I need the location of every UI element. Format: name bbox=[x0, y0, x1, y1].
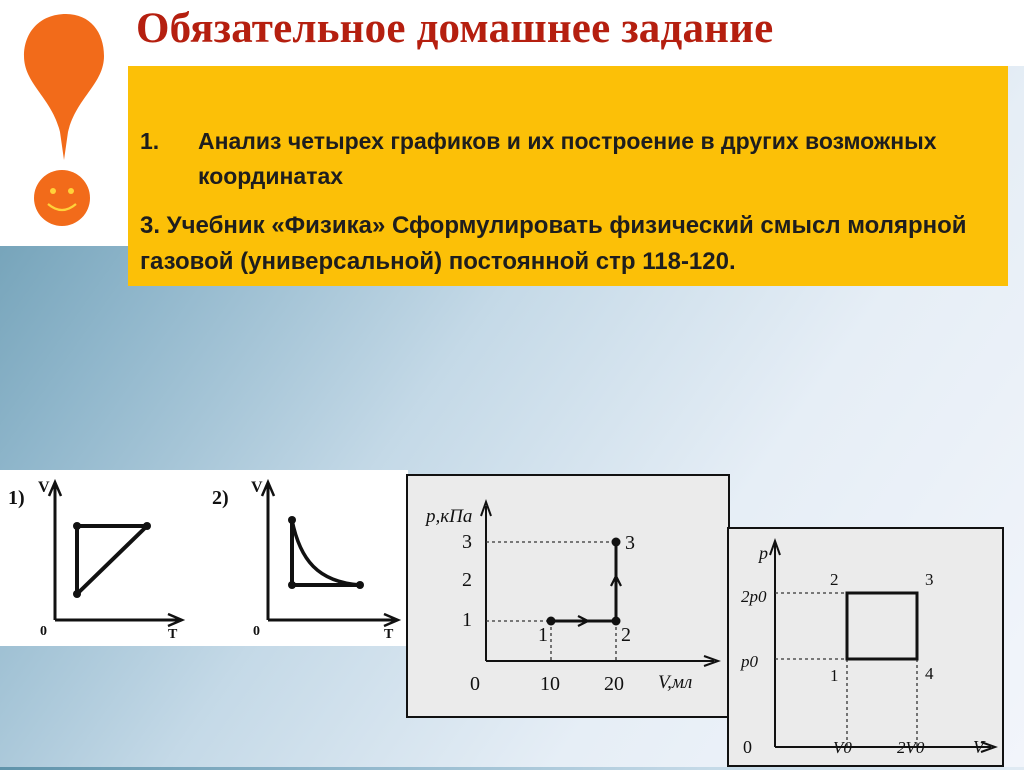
graph-1-x-axis: T bbox=[168, 627, 178, 642]
graph-4-x-tick-high: 2V0 bbox=[897, 738, 925, 757]
graph-2-label: 2) bbox=[212, 487, 229, 509]
graph-4-origin: 0 bbox=[743, 737, 752, 757]
graph-1 bbox=[8, 479, 182, 642]
task-item-3: 3. Учебник «Физика» Сформулировать физический смысл молярной газовой (универсальной) постоянной стр 118-120. bbox=[140, 212, 967, 275]
graph-2-origin: 0 bbox=[253, 624, 260, 639]
graph-1-origin: 0 bbox=[40, 624, 47, 639]
graph-3 bbox=[424, 502, 718, 695]
graph-3-point-1: 1 bbox=[538, 624, 548, 646]
graph-2 bbox=[212, 479, 398, 642]
graph-4-x-axis: V bbox=[973, 737, 984, 757]
graph-1-y-axis: V bbox=[38, 479, 50, 496]
graph-4-y-axis: p bbox=[759, 543, 768, 563]
graph-4-point-1: 1 bbox=[830, 666, 839, 685]
graph-3-y-tick-1: 1 bbox=[462, 609, 472, 631]
vt-graphs-panel bbox=[0, 470, 408, 646]
graph-3-origin: 0 bbox=[470, 673, 480, 695]
graph-4-y-tick-low: p0 bbox=[741, 652, 758, 671]
graph-4-point-4: 4 bbox=[925, 664, 934, 683]
page-title: Обязательное домашнее задание bbox=[136, 5, 774, 52]
pv-graph-panel-1 bbox=[406, 474, 730, 718]
graph-3-point-3: 3 bbox=[625, 532, 635, 554]
task-item-1-number: 1. bbox=[140, 128, 160, 154]
graph-1-label: 1) bbox=[8, 487, 25, 509]
graph-4-point-2: 2 bbox=[830, 570, 839, 589]
exclamation-smiley-icon bbox=[0, 0, 128, 246]
task-item-1-text: Анализ четырех графиков и их построение в других возможных координатах bbox=[198, 128, 937, 189]
graph-4-point-3: 3 bbox=[925, 570, 934, 589]
icon-panel bbox=[0, 0, 128, 246]
graph-3-y-axis: p,кПа bbox=[426, 506, 473, 527]
graph-3-point-2: 2 bbox=[621, 624, 631, 646]
graph-3-x-tick-20: 20 bbox=[604, 673, 624, 695]
graph-3-y-tick-2: 2 bbox=[462, 569, 472, 591]
graph-4-y-tick-high: 2p0 bbox=[741, 587, 767, 606]
graph-2-y-axis: V bbox=[251, 479, 263, 496]
task-box bbox=[128, 66, 1008, 286]
graph-3-y-tick-3: 3 bbox=[462, 531, 472, 553]
graph-3-x-axis: V,мл bbox=[658, 672, 693, 693]
graph-3-x-tick-10: 10 bbox=[540, 673, 560, 695]
graph-4 bbox=[740, 541, 995, 757]
pv-graph-panel-2 bbox=[727, 527, 1004, 767]
graph-4-x-tick-low: V0 bbox=[833, 738, 852, 757]
graph-2-x-axis: T bbox=[384, 627, 394, 642]
